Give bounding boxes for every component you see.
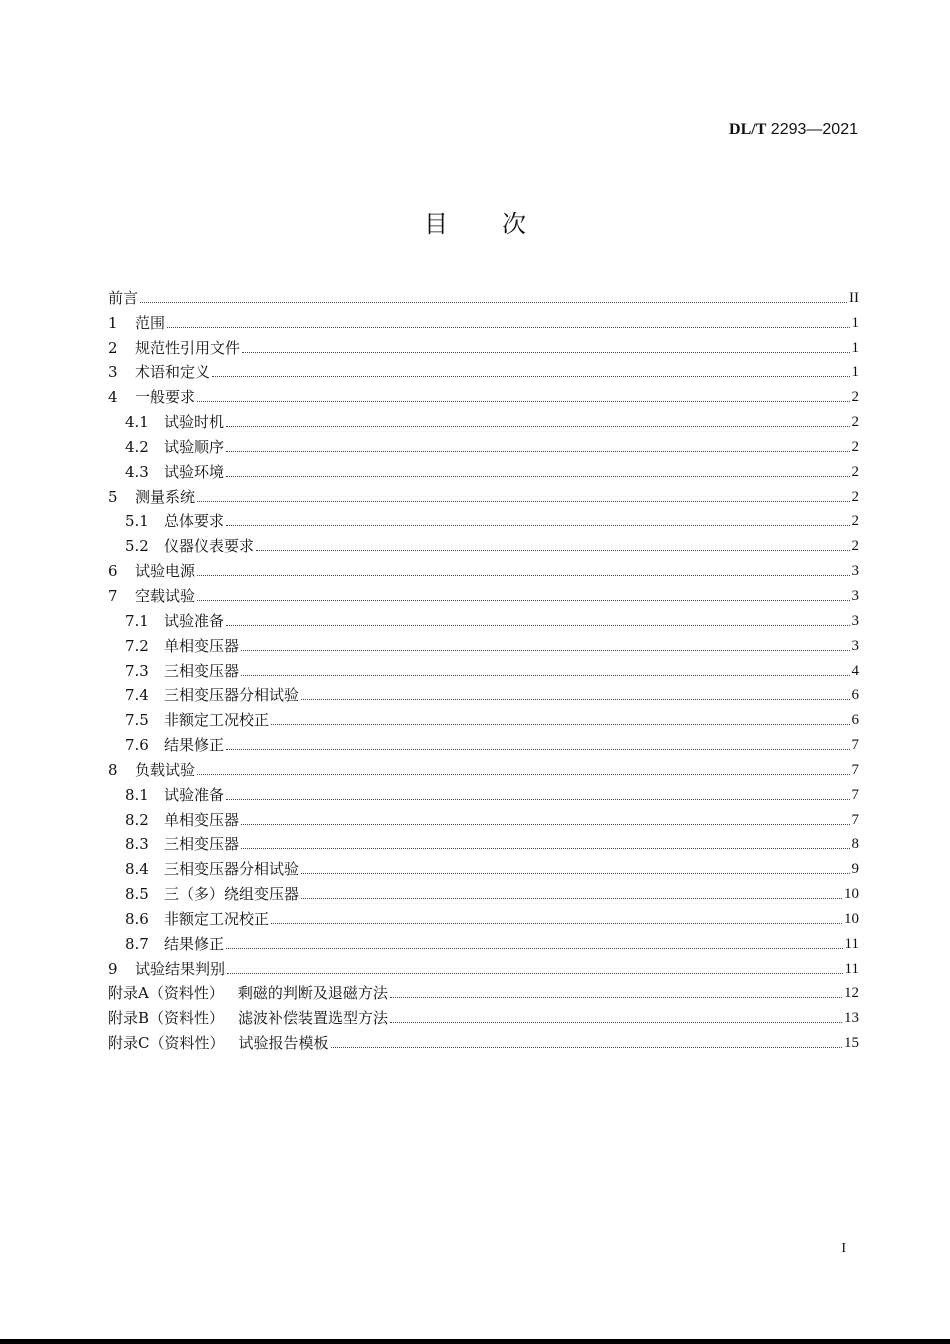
toc-entry-page: 1 (851, 314, 859, 331)
toc-entry[interactable] (108, 581, 859, 606)
toc-entry-page: 15 (844, 1035, 859, 1052)
toc-dot-leader (226, 525, 849, 526)
toc-entry-page: 6 (851, 687, 859, 704)
toc-entry-page: 2 (851, 488, 859, 505)
toc-entry[interactable] (108, 705, 859, 730)
standard-code: DL/T (729, 121, 767, 138)
toc-entry-number: 7 (108, 586, 118, 605)
toc-entry-label: 试验准备 (164, 785, 225, 804)
toc-entry-page: 11 (844, 935, 859, 952)
toc-entry[interactable] (108, 407, 859, 432)
toc-entry-number: 附录C（资料性） (108, 1034, 225, 1053)
toc-dot-leader (390, 1022, 842, 1023)
toc-dot-leader (226, 625, 849, 626)
toc-entry[interactable] (108, 283, 859, 308)
toc-entry-page: 4 (851, 662, 859, 679)
toc-entry-label: 试验电源 (135, 562, 196, 581)
toc-dot-leader (212, 376, 849, 377)
toc-entry[interactable] (108, 507, 859, 532)
toc-dot-leader (271, 724, 849, 725)
toc-entry-label: 试验环境 (164, 462, 225, 481)
toc-entry-number: 8 (108, 760, 118, 779)
toc-dot-leader (271, 923, 842, 924)
toc-entry-number: 4 (108, 388, 118, 407)
bottom-border (0, 1339, 950, 1344)
toc-entry-number: 8.2 (125, 810, 149, 829)
toc-entry-number: 9 (108, 959, 118, 978)
toc-dot-leader (197, 575, 849, 576)
toc-entry-page: 2 (851, 438, 859, 455)
toc-entry-number: 8.1 (125, 785, 149, 804)
document-header (729, 121, 858, 139)
toc-dot-leader (167, 327, 849, 328)
toc-entry-number: 5.2 (125, 537, 149, 556)
toc-entry-label: 前言 (108, 288, 139, 307)
toc-dot-leader (226, 426, 849, 427)
toc-entry-label: 一般要求 (135, 388, 196, 407)
toc-entry-page: 3 (851, 637, 859, 654)
toc-entry-label: 三相变压器 (164, 661, 240, 680)
toc-entry-page: 2 (851, 463, 859, 480)
toc-entry-page: 11 (844, 960, 859, 977)
toc-entry-page: 7 (851, 786, 859, 803)
toc-dot-leader (226, 749, 849, 750)
toc-dot-leader (301, 873, 849, 874)
toc-dot-leader (256, 550, 849, 551)
toc-entry-page: 8 (851, 836, 859, 853)
toc-entry[interactable] (108, 730, 859, 755)
toc-entry[interactable] (108, 1028, 859, 1053)
toc-entry-page: 13 (844, 1010, 859, 1027)
toc-entry-number: 7.5 (125, 711, 149, 730)
toc-entry[interactable] (108, 1003, 859, 1028)
toc-entry[interactable] (108, 656, 859, 681)
toc-entry-label: 三相变压器分相试验 (164, 860, 300, 879)
toc-entry-page: 9 (851, 861, 859, 878)
toc-dot-leader (390, 997, 842, 998)
toc-entry-label: 术语和定义 (135, 363, 211, 382)
toc-dot-leader (226, 799, 849, 800)
toc-entry-page: 1 (851, 339, 859, 356)
toc-entry-number: 8.7 (125, 934, 149, 953)
toc-entry-label: 试验顺序 (164, 437, 225, 456)
toc-entry[interactable] (108, 606, 859, 631)
toc-entry-number: 8.5 (125, 885, 149, 904)
toc-entry-page: 3 (851, 587, 859, 604)
toc-entry-label: 单相变压器 (164, 810, 240, 829)
toc-entry-page: 2 (851, 389, 859, 406)
toc-entry-page: 7 (851, 811, 859, 828)
table-of-contents (108, 283, 859, 1053)
toc-entry-number: 8.3 (125, 835, 149, 854)
toc-entry[interactable] (108, 457, 859, 482)
toc-dot-leader (241, 650, 849, 651)
toc-dot-leader (197, 774, 849, 775)
toc-entry-page: 2 (851, 414, 859, 431)
toc-entry-number: 4.1 (125, 413, 149, 432)
toc-entry[interactable] (108, 556, 859, 581)
toc-entry-number: 4.2 (125, 437, 149, 456)
toc-entry-label: 结果修正 (164, 736, 225, 755)
toc-entry-page: 7 (851, 761, 859, 778)
toc-entry[interactable] (108, 333, 859, 358)
toc-entry-label: 三（多）绕组变压器 (164, 885, 300, 904)
toc-entry-number: 附录A（资料性） (108, 984, 224, 1003)
toc-dot-leader (242, 352, 849, 353)
toc-dot-leader (197, 401, 849, 402)
toc-entry-number: 8.6 (125, 909, 149, 928)
page-number: I (841, 1241, 846, 1256)
toc-entry[interactable] (108, 954, 859, 979)
toc-entry-number: 7.4 (125, 686, 149, 705)
toc-entry-label: 结果修正 (164, 934, 225, 953)
toc-entry[interactable] (108, 531, 859, 556)
toc-entry-number: 2 (108, 338, 118, 357)
toc-entry-label: 非额定工况校正 (164, 711, 270, 730)
toc-entry-number: 7.6 (125, 736, 149, 755)
toc-entry-number: 1 (108, 313, 118, 332)
toc-entry-label: 测量系统 (135, 487, 196, 506)
toc-entry-label: 三相变压器 (164, 835, 240, 854)
toc-entry-label: 三相变压器分相试验 (164, 686, 300, 705)
toc-entry-label: 空载试验 (135, 586, 196, 605)
toc-dot-leader (241, 848, 849, 849)
toc-entry[interactable] (108, 382, 859, 407)
toc-entry-label: 总体要求 (164, 512, 225, 531)
standard-number: 2293—2021 (766, 121, 858, 138)
toc-entry[interactable] (108, 979, 859, 1004)
toc-entry-number: 4.3 (125, 462, 149, 481)
toc-entry-page: 3 (851, 563, 859, 580)
toc-entry-label: 试验时机 (164, 413, 225, 432)
toc-entry-label: 范围 (135, 313, 166, 332)
page-title: 目次 (424, 210, 580, 238)
toc-entry-page: 7 (851, 737, 859, 754)
toc-dot-leader (226, 476, 849, 477)
toc-entry[interactable] (108, 879, 859, 904)
toc-entry-label: 滤波补偿装置选型方法 (238, 1009, 389, 1028)
toc-entry[interactable] (108, 830, 859, 855)
toc-entry-number: 3 (108, 363, 118, 382)
toc-entry-page: 12 (844, 985, 859, 1002)
toc-entry-number: 7.2 (125, 636, 149, 655)
toc-entry-page: 2 (851, 513, 859, 530)
toc-entry-label: 规范性引用文件 (135, 338, 241, 357)
toc-entry[interactable] (108, 904, 859, 929)
toc-dot-leader (301, 699, 849, 700)
toc-entry-number: 7.3 (125, 661, 149, 680)
toc-entry-page: 3 (851, 612, 859, 629)
toc-entry[interactable] (108, 755, 859, 780)
toc-entry[interactable] (108, 805, 859, 830)
toc-entry-page: 10 (844, 886, 859, 903)
toc-entry[interactable] (108, 929, 859, 954)
toc-dot-leader (226, 948, 843, 949)
toc-dot-leader (301, 898, 842, 899)
toc-entry-label: 单相变压器 (164, 636, 240, 655)
toc-entry-number: 7.1 (125, 611, 149, 630)
toc-dot-leader (140, 302, 847, 303)
toc-dot-leader (226, 451, 849, 452)
toc-entry[interactable] (108, 780, 859, 805)
toc-entry-label: 非额定工况校正 (164, 909, 270, 928)
toc-entry-label: 试验报告模板 (238, 1034, 329, 1053)
toc-entry[interactable] (108, 681, 859, 706)
toc-entry-page: 6 (851, 712, 859, 729)
toc-dot-leader (227, 973, 843, 974)
toc-entry-number: 8.4 (125, 860, 149, 879)
toc-entry-label: 试验结果判别 (135, 959, 226, 978)
toc-entry[interactable] (108, 432, 859, 457)
toc-entry-label: 剩磁的判断及退磁方法 (237, 984, 388, 1003)
toc-dot-leader (197, 600, 849, 601)
toc-dot-leader (331, 1047, 843, 1048)
toc-entry-number: 5.1 (125, 512, 149, 531)
toc-entry[interactable] (108, 482, 859, 507)
toc-entry-label: 负载试验 (135, 760, 196, 779)
toc-entry-number: 5 (108, 487, 118, 506)
toc-entry[interactable] (108, 358, 859, 383)
toc-dot-leader (241, 675, 849, 676)
toc-entry-number: 6 (108, 562, 118, 581)
toc-entry[interactable] (108, 631, 859, 656)
toc-entry-number: 附录B（资料性） (108, 1009, 225, 1028)
toc-entry-label: 仪器仪表要求 (164, 537, 255, 556)
toc-dot-leader (241, 824, 849, 825)
toc-entry-page: 10 (844, 910, 859, 927)
toc-entry[interactable] (108, 308, 859, 333)
toc-entry-page: 2 (851, 538, 859, 555)
toc-entry-page: II (849, 289, 859, 306)
toc-entry[interactable] (108, 854, 859, 879)
toc-entry-label: 试验准备 (164, 611, 225, 630)
toc-dot-leader (197, 501, 849, 502)
toc-entry-page: 1 (851, 364, 859, 381)
